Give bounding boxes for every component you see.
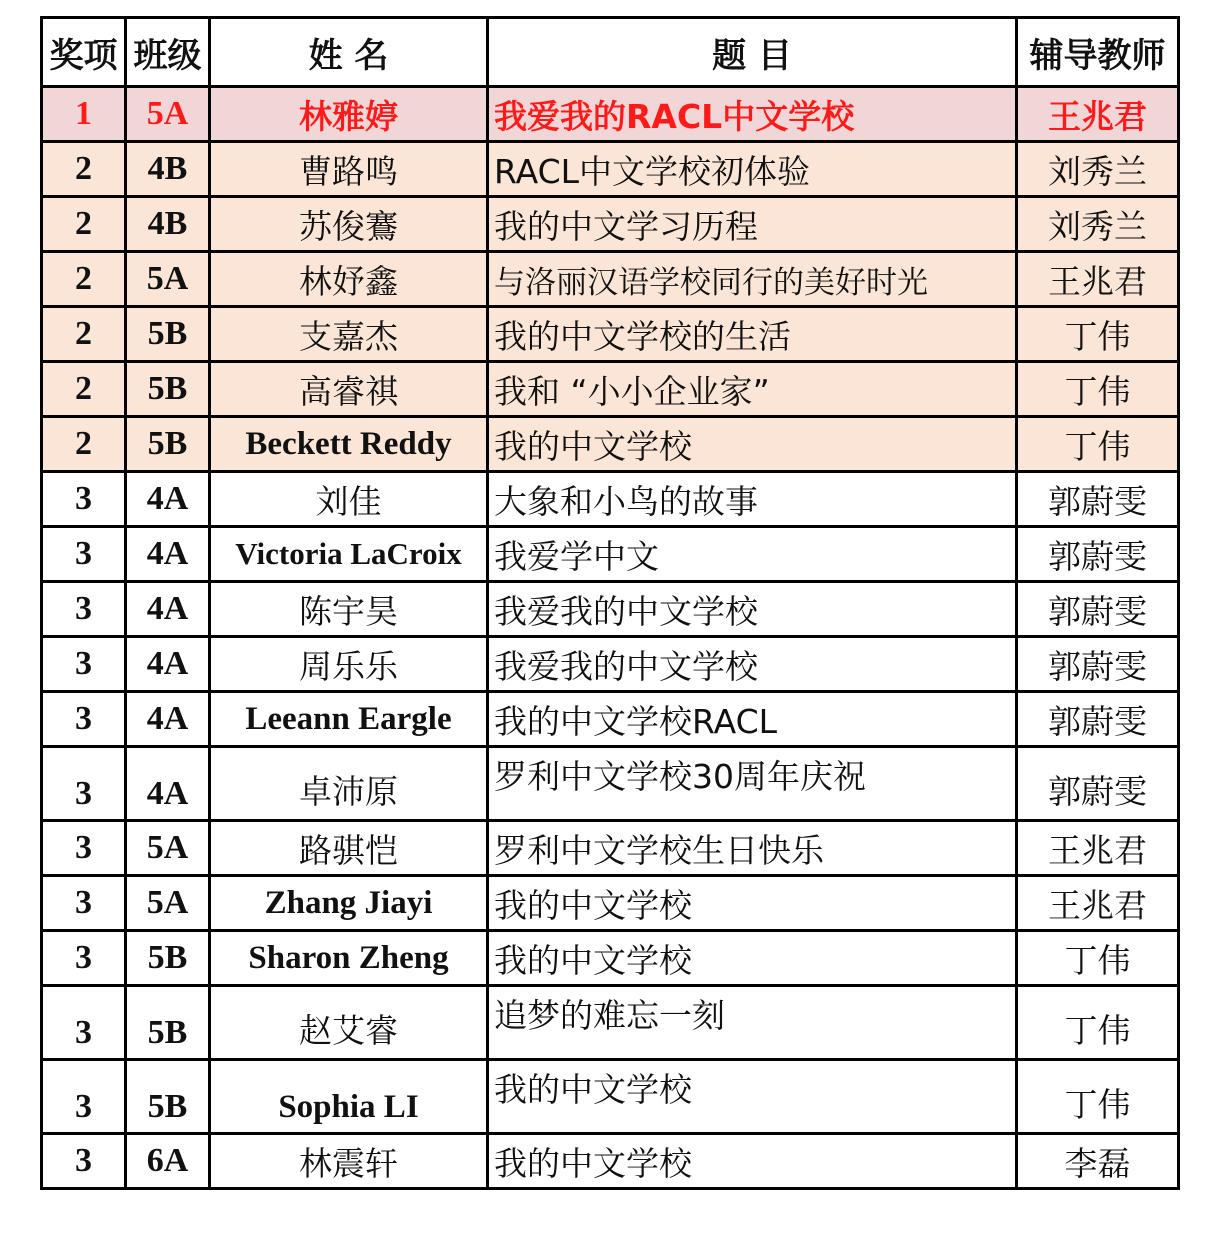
header-name: 姓 名	[210, 18, 488, 87]
teacher-cell: 丁伟	[1017, 362, 1179, 417]
name-cell: 赵艾睿	[210, 986, 488, 1060]
teacher-cell: 郭蔚雯	[1017, 527, 1179, 582]
teacher-cell: 郭蔚雯	[1017, 747, 1179, 821]
award-cell: 3	[42, 1134, 126, 1189]
title-cell: 我爱我的中文学校	[488, 582, 1017, 637]
table-body	[42, 87, 1179, 1189]
teacher-cell: 丁伟	[1017, 986, 1179, 1060]
award-cell: 3	[42, 1060, 126, 1134]
teacher-cell: 郭蔚雯	[1017, 637, 1179, 692]
name-cell: 高睿祺	[210, 362, 488, 417]
teacher-cell: 丁伟	[1017, 931, 1179, 986]
title-cell: 我和 “小小企业家”	[488, 362, 1017, 417]
table-row	[42, 1060, 1179, 1134]
title-cell: 我的中文学校RACL	[488, 692, 1017, 747]
name-cell: 林震轩	[210, 1134, 488, 1189]
name-cell: 支嘉杰	[210, 307, 488, 362]
title-cell: RACL中文学校初体验	[488, 142, 1017, 197]
title-cell: 我的中文学校	[488, 1134, 1017, 1189]
class-cell: 5B	[126, 417, 210, 472]
name-cell: 周乐乐	[210, 637, 488, 692]
table-row	[42, 142, 1179, 197]
title-cell: 我的中文学校	[488, 931, 1017, 986]
title-cell: 我的中文学校	[488, 417, 1017, 472]
title-cell: 我的中文学习历程	[488, 197, 1017, 252]
class-cell: 4A	[126, 747, 210, 821]
table-row	[42, 307, 1179, 362]
name-cell: 陈宇昊	[210, 582, 488, 637]
award-table	[40, 16, 1180, 1190]
teacher-cell: 王兆君	[1017, 87, 1179, 142]
award-cell: 3	[42, 527, 126, 582]
award-cell: 2	[42, 417, 126, 472]
award-cell: 3	[42, 747, 126, 821]
title-cell: 我的中文学校	[488, 1060, 1017, 1134]
header-teacher: 辅导教师	[1017, 18, 1179, 87]
table-row	[42, 472, 1179, 527]
award-cell: 2	[42, 307, 126, 362]
class-cell: 4A	[126, 527, 210, 582]
class-cell: 4A	[126, 472, 210, 527]
name-cell: 刘佳	[210, 472, 488, 527]
award-cell: 3	[42, 637, 126, 692]
table-row	[42, 527, 1179, 582]
teacher-cell: 郭蔚雯	[1017, 472, 1179, 527]
table-row	[42, 417, 1179, 472]
name-cell: 林妤鑫	[210, 252, 488, 307]
class-cell: 4B	[126, 142, 210, 197]
class-cell: 5A	[126, 87, 210, 142]
name-cell: 路骐恺	[210, 821, 488, 876]
table-row	[42, 362, 1179, 417]
title-cell: 我爱我的RACL中文学校	[488, 87, 1017, 142]
name-cell: Zhang Jiayi	[210, 876, 488, 931]
title-cell: 大象和小鸟的故事	[488, 472, 1017, 527]
header-row	[42, 18, 1179, 87]
table-row	[42, 87, 1179, 142]
teacher-cell: 郭蔚雯	[1017, 692, 1179, 747]
award-cell: 3	[42, 472, 126, 527]
name-cell: 苏俊鶱	[210, 197, 488, 252]
name-cell: 林雅婷	[210, 87, 488, 142]
class-cell: 5A	[126, 821, 210, 876]
title-cell: 我爱学中文	[488, 527, 1017, 582]
title-cell: 我的中文学校的生活	[488, 307, 1017, 362]
teacher-cell: 丁伟	[1017, 307, 1179, 362]
award-cell: 2	[42, 362, 126, 417]
award-cell: 1	[42, 87, 126, 142]
award-cell: 3	[42, 986, 126, 1060]
table-row	[42, 582, 1179, 637]
table-row	[42, 692, 1179, 747]
class-cell: 4A	[126, 637, 210, 692]
award-cell: 3	[42, 582, 126, 637]
name-cell: 卓沛原	[210, 747, 488, 821]
table-row	[42, 637, 1179, 692]
class-cell: 6A	[126, 1134, 210, 1189]
award-cell: 3	[42, 876, 126, 931]
award-cell: 2	[42, 142, 126, 197]
title-cell: 与洛丽汉语学校同行的美好时光	[488, 252, 1017, 307]
table-row	[42, 821, 1179, 876]
table-row	[42, 931, 1179, 986]
name-cell: 曹路鸣	[210, 142, 488, 197]
teacher-cell: 丁伟	[1017, 1060, 1179, 1134]
teacher-cell: 刘秀兰	[1017, 142, 1179, 197]
class-cell: 5B	[126, 931, 210, 986]
class-cell: 5A	[126, 876, 210, 931]
title-cell: 罗利中文学校生日快乐	[488, 821, 1017, 876]
class-cell: 4B	[126, 197, 210, 252]
award-cell: 3	[42, 821, 126, 876]
name-cell: Sharon Zheng	[210, 931, 488, 986]
teacher-cell: 郭蔚雯	[1017, 582, 1179, 637]
award-cell: 2	[42, 252, 126, 307]
award-cell: 2	[42, 197, 126, 252]
name-cell: Leeann Eargle	[210, 692, 488, 747]
header-award: 奖项	[42, 18, 126, 87]
title-cell: 我的中文学校	[488, 876, 1017, 931]
title-cell: 我爱我的中文学校	[488, 637, 1017, 692]
teacher-cell: 王兆君	[1017, 821, 1179, 876]
header-class: 班级	[126, 18, 210, 87]
table-row	[42, 1134, 1179, 1189]
table-row	[42, 876, 1179, 931]
award-cell: 3	[42, 692, 126, 747]
teacher-cell: 丁伟	[1017, 417, 1179, 472]
title-cell: 追梦的难忘一刻	[488, 986, 1017, 1060]
table-row	[42, 986, 1179, 1060]
class-cell: 4A	[126, 582, 210, 637]
table-row	[42, 252, 1179, 307]
teacher-cell: 刘秀兰	[1017, 197, 1179, 252]
teacher-cell: 李磊	[1017, 1134, 1179, 1189]
teacher-cell: 王兆君	[1017, 252, 1179, 307]
header-title: 题 目	[488, 18, 1017, 87]
class-cell: 5A	[126, 252, 210, 307]
title-cell: 罗利中文学校30周年庆祝	[488, 747, 1017, 821]
table-row	[42, 747, 1179, 821]
name-cell: Beckett Reddy	[210, 417, 488, 472]
class-cell: 5B	[126, 307, 210, 362]
class-cell: 5B	[126, 986, 210, 1060]
class-cell: 4A	[126, 692, 210, 747]
class-cell: 5B	[126, 362, 210, 417]
table-row	[42, 197, 1179, 252]
name-cell: Victoria LaCroix	[210, 527, 488, 582]
award-cell: 3	[42, 931, 126, 986]
class-cell: 5B	[126, 1060, 210, 1134]
name-cell: Sophia LI	[210, 1060, 488, 1134]
teacher-cell: 王兆君	[1017, 876, 1179, 931]
